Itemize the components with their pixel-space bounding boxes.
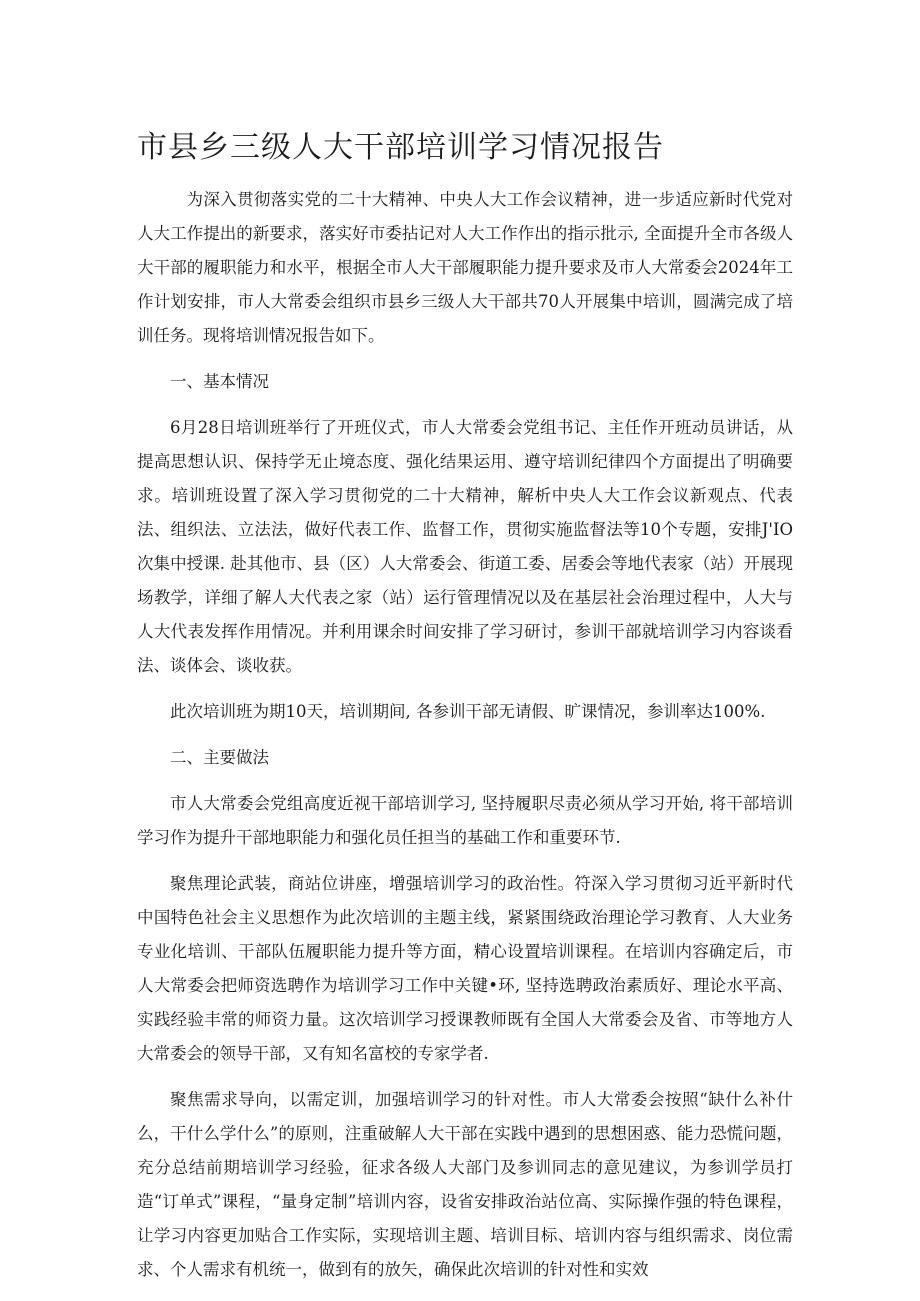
section-heading-basic-situation: 一、基本情况: [170, 372, 269, 391]
section1-paragraph-1: 6月28日培训班举行了开班仪式，市人大常委会党组书记、主任作开班动员讲话，从提高思想认识、保持学无止境态度、强化结果运用、遵守培训纪律四个方面提出了明确要求。培训班设置了深入学习贯彻党的二十大精神，解析中央人大工作会议新观点、代表法、组织法、立法法，做好代表工作、监督工作，贯彻实施监督法等10个专题，安排J'IO次集中授课. 赴其他市、县（区）人大常委会、街道工委、居委会等地代表家（站）开展现场教学，详细了解人大代表之家（站）运行管理情况以及在基层社会治理过程中，人大与人大代表发挥作用情况。并利用课余时间安排了学习研讨，参训干部就培训学习内容谈看法、谈体会、谈收获。: [137, 418, 793, 675]
section-heading-main-practices: 二、主要做法: [170, 748, 269, 767]
document-title: 市县乡三级人大干部培训学习情况报告: [137, 130, 664, 165]
section2-paragraph-2: 聚焦理论武装，商站位讲座，增强培训学习的政治性。符深入学习贯彻习近平新时代中国特色社会主义思想作为此次培训的主题主线，紧紧围绕政治理论学习教育、人大业务专业化培训、干部队伍履职能力提升等方面，精心设置培训课程。在培训内容确定后，市人大常委会把师资选聘作为培训学习工作中关键•环, 坚持选聘政治素质好、理论水平高、实践经验丰常的师资力量。这次培训学习授课教师既有全国人大常委会及省、市等地方人大常委会的领导干部，又有知名富校的专家学者.: [137, 874, 793, 1063]
section2-paragraph-1: 市人大常委会党组高度近视干部培训学习, 坚持履职尽责必须从学习开始, 将干部培训学习作为提升干部地职能力和强化员任担当的基础工作和重要环节.: [137, 794, 793, 847]
section1-paragraph-2: 此次培训班为期10天，培训期间, 各参训干部无请假、旷课情况，参训率达100%.: [170, 702, 766, 721]
document-body: [137, 183, 793, 1299]
intro-paragraph: 为深入贯彻落实党的二十大精神、中央人大工作会议精神，进一步适应新时代党对人大工作提出的新要求，落实好市委拈记对人大工作作出的指示批示, 全面提升全市各级人大干部的履职能力和水平，根据全市人大干部履职能力提升要求及市人大常委会2024年工作计划安排，市人大常委会组织市县乡三级人大干部共70人开展集中培训，圆满完成了培训任务。现将培训情况报告如下。: [137, 190, 793, 345]
section2-paragraph-3: 聚焦需求导向，以需定训，加强培训学习的针对性。市人大常委会按照“缺什么补什么，干什么学什么”的原则，注重破解人大干部在实践中遇到的思想困惑、能力恐慌问题，充分总结前期培训学习经验，征求各级人大部门及参训同志的意见建议，为参训学员打造“订单式”课程，“量身定制”培训内容，设省安排政治站位高、实际操作强的特色课程，让学习内容更加贴合工作实际，实现培训主题、培训目标、培训内容与组织需求、岗位需求、个人需求有机统一，做到有的放矢，确保此次培训的针对性和实效: [137, 1090, 793, 1279]
